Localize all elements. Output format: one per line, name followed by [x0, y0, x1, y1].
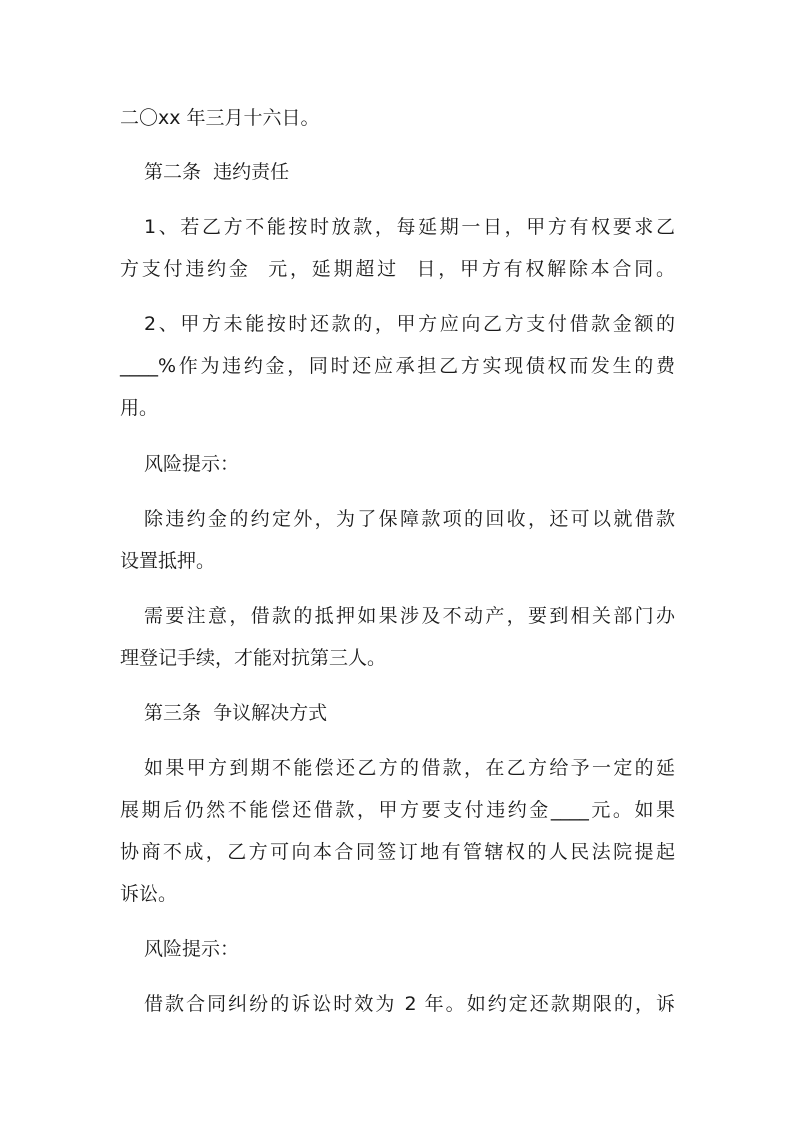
article-3-para-line-1: 如果甲方到期不能偿还乙方的借款，在乙方给予一定的延: [144, 757, 675, 779]
article-2-clause-1-line-1: 1、若乙方不能按时放款，每延期一日，甲方有权要求乙: [144, 216, 675, 238]
article-2-heading: 第二条 违约责任: [144, 161, 290, 183]
article-2-clause-1-line-2: 方支付违约金 元，延期超过 日，甲方有权解除本合同。: [120, 258, 675, 280]
article-3-heading: 第三条 争议解决方式: [144, 702, 328, 724]
article-2-clause-2-line-1: 2、甲方未能按时还款的，甲方应向乙方支付借款金额的: [144, 313, 675, 335]
risk-tip-1-para-2-line-1: 需要注意，借款的抵押如果涉及不动产，要到相关部门办: [144, 605, 675, 627]
article-2-clause-2-line-3: 用。: [120, 397, 159, 419]
risk-tip-1-para-1-line-1: 除违约金的约定外，为了保障款项的回收，还可以就借款: [144, 508, 675, 530]
article-3-para-line-2: 展期后仍然不能偿还借款，甲方要支付违约金____元。如果: [120, 799, 675, 821]
risk-tip-2-para-line-1: 借款合同纠纷的诉讼时效为 2 年。如约定还款期限的，诉: [144, 993, 675, 1015]
article-3-para-line-4: 诉讼。: [120, 883, 178, 905]
article-3-para-line-3: 协商不成，乙方可向本合同签订地有管辖权的人民法院提起: [120, 841, 675, 863]
risk-tip-1-para-1-line-2: 设置抵押。: [120, 550, 216, 572]
risk-tip-heading-1: 风险提示：: [144, 453, 240, 475]
risk-tip-heading-2: 风险提示：: [144, 938, 240, 960]
date-line: 二〇xx 年三月十六日。: [120, 107, 320, 129]
article-2-clause-2-line-2: ____%作为违约金，同时还应承担乙方实现债权而发生的费: [120, 355, 675, 377]
risk-tip-1-para-2-line-2: 理登记手续，才能对抗第三人。: [120, 647, 387, 669]
